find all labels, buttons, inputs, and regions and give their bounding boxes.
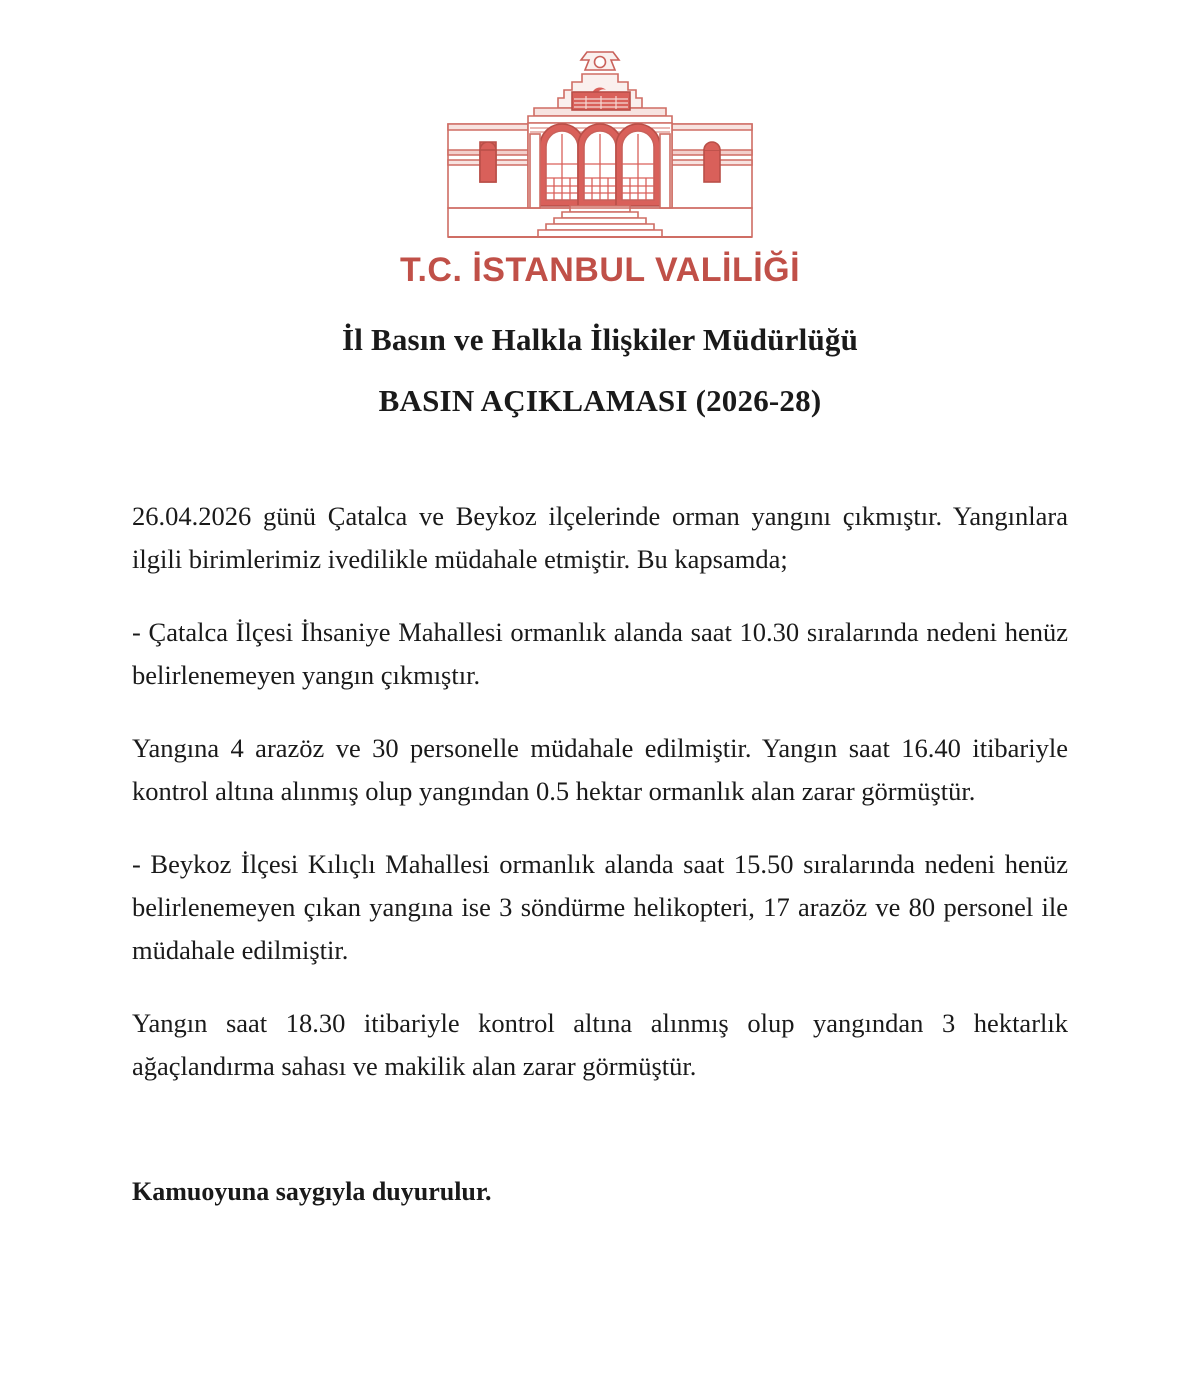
istanbul-governorship-building-emblem	[430, 46, 770, 251]
paragraph: 26.04.2026 günü Çatalca ve Beykoz ilçelerinde orman yangını çıkmıştır. Yangınlara ilgili birimlerimiz ivedilikle müdahale etmiştir. Bu kapsamda;	[132, 500, 1068, 574]
page-title: BASIN AÇIKLAMASI (2026-28)	[378, 382, 822, 418]
paragraph: Yangına 4 arazöz ve 30 personelle müdahale edilmiştir. Yangın saat 16.40 itibariyle kontrol altına alınmış olup yangından 0.5 hektar ormanlık alan zarar görmüştür.	[132, 732, 1068, 806]
paragraph: - Çatalca İlçesi İhsaniye Mahallesi ormanlık alanda saat 10.30 sıralarında nedeni henüz belirlenemeyen yangın çıkmıştır.	[132, 616, 1068, 690]
paragraph: Yangın saat 18.30 itibariyle kontrol altına alınmış olup yangından 3 hektarlık ağaçlandırma sahası ve makilik alan zarar görmüştür.	[132, 1007, 1068, 1081]
closing-statement: Kamuoyuna saygıyla duyurulur.	[132, 1176, 492, 1206]
department-heading: İl Basın ve Halkla İlişkiler Müdürlüğü	[341, 322, 859, 357]
logo-wordmark: T.C. İSTANBUL VALİLİĞİ	[399, 251, 801, 289]
paragraph: - Beykoz İlçesi Kılıçlı Mahallesi ormanlık alanda saat 15.50 sıralarında nedeni henüz belirlenemeyen çıkan yangına ise 3 söndürme helikopteri, 17 arazöz ve 80 personel ile müdahale edilmiştir.	[132, 848, 1068, 965]
document-headings	[0, 321, 1200, 421]
letterhead-logo	[0, 0, 1200, 287]
document-body	[132, 421, 1068, 1088]
